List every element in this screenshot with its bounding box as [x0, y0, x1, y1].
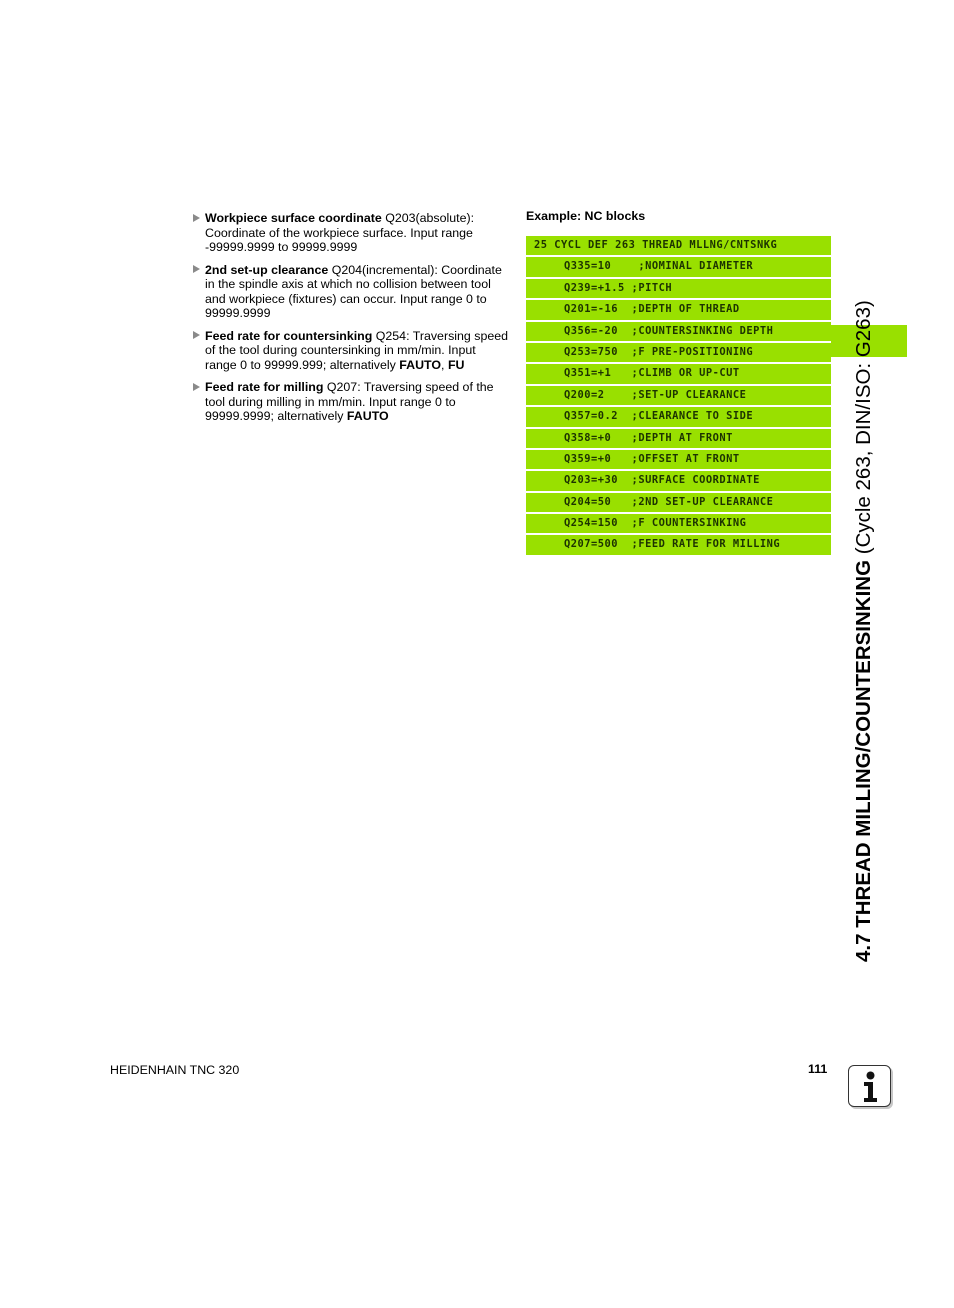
parameter-code: Q207	[326, 380, 358, 394]
triangle-bullet-icon	[193, 383, 200, 391]
parameter-alternative: FAUTO	[346, 409, 389, 423]
parameter-description: (incremental): Coordinate in the spindle axis at which no collision between tool and workpiece (fixtures) can occur. Input range 0 to 99999.9999	[205, 262, 502, 320]
nc-block-line	[526, 386, 831, 405]
nc-block-line	[526, 279, 831, 298]
nc-block-text: Q207=500 ;FEED RATE FOR MILLING	[564, 538, 781, 551]
triangle-bullet-icon	[193, 265, 200, 273]
parameter-description: (absolute): Coordinate of the workpiece surface. Input range -99999.9999 to 99999.9999	[205, 211, 475, 254]
nc-block-line	[526, 471, 831, 490]
page-number: 111	[808, 1062, 828, 1076]
nc-block-line	[526, 257, 831, 276]
parameter-description: : Traversing speed of the tool during milling in mm/min. Input range 0 to 99999.9999; alternatively	[205, 380, 494, 423]
nc-block-text: Q358=+0 ;DEPTH AT FRONT	[564, 431, 733, 444]
nc-block-text: Q201=-16 ;DEPTH OF THREAD	[564, 303, 740, 316]
nc-block-text: Q357=0.2 ;CLEARANCE TO SIDE	[564, 410, 754, 423]
nc-block-line	[526, 322, 831, 341]
parameter-name: Feed rate for countersinking	[205, 328, 373, 343]
nc-block-text: Q204=50 ;2ND SET-UP CLEARANCE	[564, 495, 774, 508]
nc-block-line	[526, 407, 831, 426]
parameter-alternative: FAUTO	[399, 357, 442, 372]
nc-block-text: Q254=150 ;F COUNTERSINKING	[564, 517, 747, 530]
info-icon	[848, 1065, 891, 1107]
parameter-alternative: FU	[447, 357, 465, 372]
nc-block-line	[526, 450, 831, 469]
side-title-normal: (Cycle 263, DIN/ISO: G263)	[852, 300, 875, 560]
triangle-bullet-icon	[193, 214, 200, 222]
example-title: Example: NC blocks	[526, 209, 646, 223]
triangle-bullet-icon	[193, 331, 200, 339]
nc-block-line	[526, 514, 831, 533]
nc-block-line	[526, 236, 831, 255]
parameter-name: Feed rate for milling	[205, 380, 324, 394]
parameter-description: : Traversing speed of the tool during countersinking in mm/min. Input range 0 to 99999.999; alternatively	[205, 328, 509, 372]
nc-block-text: Q351=+1 ;CLIMB OR UP-CUT	[564, 367, 740, 380]
parameter-name: 2nd set-up clearance	[205, 262, 329, 277]
parameter-list	[192, 211, 510, 432]
parameter-code: Q254	[375, 328, 407, 343]
chapter-side-title	[852, 300, 876, 962]
nc-block-text: Q359=+0 ;OFFSET AT FRONT	[564, 452, 740, 465]
parameter-item	[192, 263, 510, 321]
parameter-item: Feed rate for countersinking Q254: Traversing speed of the tool during countersinking in mm/min. Input range 0 to 99999.999; alternatively FAUTO, FU	[192, 329, 510, 373]
nc-block-line	[526, 343, 831, 362]
nc-block-line	[526, 364, 831, 383]
nc-block-text: Q253=750 ;F PRE-POSITIONING	[564, 345, 754, 358]
nc-block-text: 25 CYCL DEF 263 THREAD MLLNG/CNTSNKG	[534, 239, 778, 251]
parameter-item	[192, 380, 510, 424]
side-title-bold: 4.7 THREAD MILLING/COUNTERSINKING	[852, 559, 875, 962]
nc-block-text: Q239=+1.5 ;PITCH	[564, 281, 673, 294]
nc-block-text: Q203=+30 ;SURFACE COORDINATE	[564, 474, 760, 487]
nc-block-line	[526, 429, 831, 448]
nc-code-block	[526, 236, 831, 557]
parameter-code: Q203	[385, 211, 416, 225]
parameter-item	[192, 211, 510, 255]
nc-block-text: Q335=10 ;NOMINAL DIAMETER	[564, 260, 754, 273]
nc-block-line	[526, 493, 831, 512]
footer-product: HEIDENHAIN TNC 320	[110, 1063, 240, 1077]
parameter-code: Q204	[331, 262, 363, 277]
nc-block-text: Q200=2 ;SET-UP CLEARANCE	[564, 388, 747, 401]
nc-block-text: Q356=-20 ;COUNTERSINKING DEPTH	[564, 324, 774, 337]
nc-block-line	[526, 300, 831, 319]
nc-block-line	[526, 535, 831, 554]
parameter-name: Workpiece surface coordinate	[205, 211, 382, 225]
